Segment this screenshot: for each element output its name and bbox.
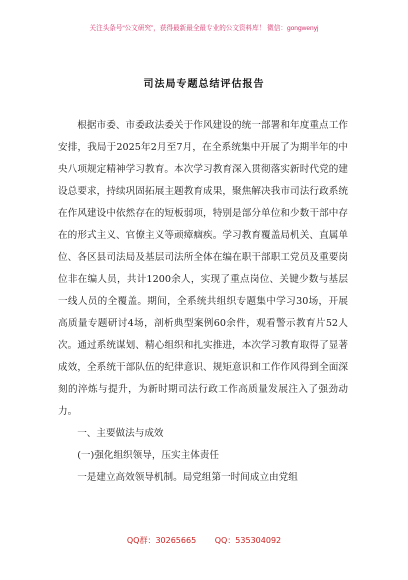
- footer-contact: [0, 535, 408, 546]
- sub-heading: (一)强化组织领导，压实主体责任: [77, 450, 219, 461]
- footer-qq: QQ：535304092: [214, 536, 282, 545]
- body-paragraph: 一是建立高效领导机制。局党组第一时间成立由党组: [77, 472, 298, 483]
- promo-banner: 关注头条号“公文研究”，获得最新最全最专业的公文资料库！ 微信：gongwenyj: [89, 25, 319, 32]
- document-title: 司法局专题总结评估报告: [143, 79, 265, 90]
- footer-qq-group: QQ群：30265665: [126, 536, 197, 545]
- document-body: [58, 115, 348, 489]
- section-heading: 一、主要做法与成效: [77, 428, 164, 439]
- intro-paragraph: 根据市委、市委政法委关于作风建设的统一部署和年度重点工作安排，我局于2025年2月至7月，在全系统集中开展了为期半年的中央八项规定精神学习教育。本次学习教育深入贯彻落实新时代党的建设总要求，持续巩固拓展主题教育成果，聚焦解决我市司法行政系统在作风建设中依然存在的短板弱项，特别是部分单位和少数干部中存在的形式主义、官僚主义等顽瘴痼疾。学习教育覆盖局机关、直属单位、各区县司法局及基层司法所全体在编在职干部职工党员及重要岗位非在编人员，共计1200余人，实现了重点岗位、关键少数与基层一线人员的全覆盖。期间，全系统共组织专题集中学习30场，开展高质量专题研讨4场，剖析典型案例60余件，观看警示教育片52人次。通过系统谋划、精心组织和扎实推进，本次学习教育取得了显著成效，全系统干部队伍的纪律意识、规矩意识和工作作风得到全面深刻的淬炼与提升，为新时期司法行政工作高质量发展注入了强劲动力。: [58, 120, 348, 417]
